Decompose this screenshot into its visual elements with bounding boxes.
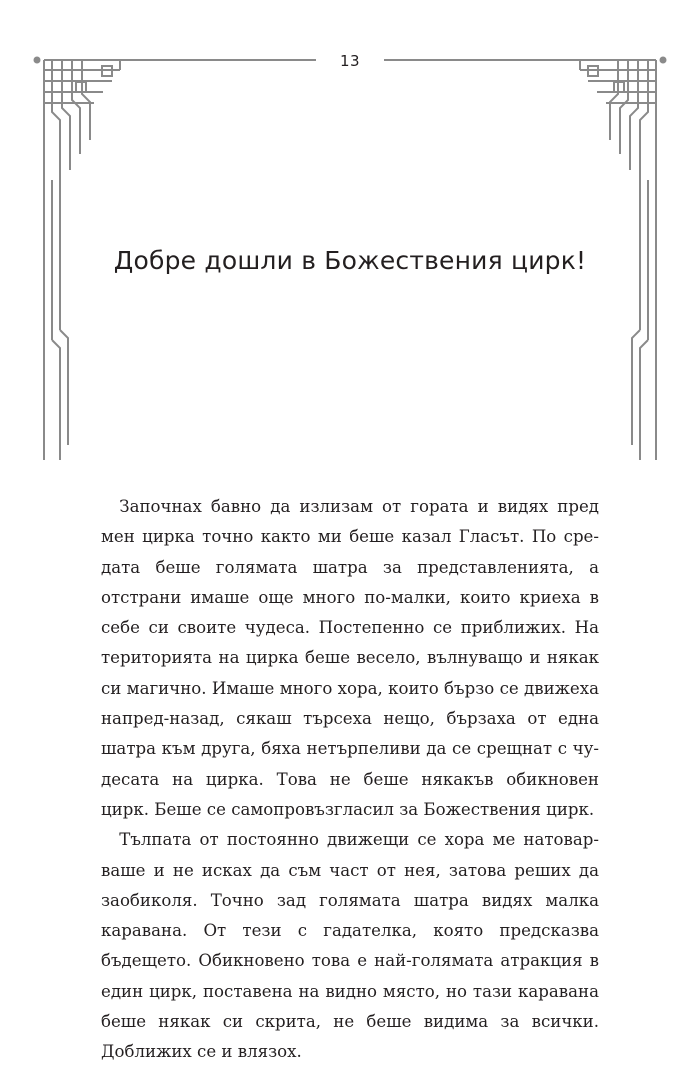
chapter-title: Добре дошли в Божествения цирк! [113, 246, 587, 275]
page-number: 13 [339, 52, 361, 70]
frame-corner-left [44, 60, 316, 180]
frame-corner-right [384, 60, 656, 180]
ornamental-frame [0, 0, 700, 480]
paragraph-1: Започнах бавно да излизам от гората и видях пред мен цирка точно както ми беше казал Гласът. По средата беше голямата шатра за представленията, а отстрани имаше още много по-малки, които криеха в себе си своите чудеса. Постепенно се приближих. На територията на цирка беше весело, вълнуващо и някак си магично. Имаше много хора, които бързо се движеха напред-назад, сякаш търсеха нещо, бързаха от една шатра към друга, бяха нетърпеливи да се срещнат с чудесата на цирка. Това не беше някакъв обикновен цирк. Беше се самопровъзгласил за Божествения цирк. [101, 497, 599, 819]
body-text [101, 492, 599, 1068]
paragraph-2: Тълпата от постоянно движещи се хора ме натоварваше и не исках да съм част от нея, затова реших да заобиколя. Точно зад голямата шатра видях малка каравана. От тези с гадателка, която предсказва бъдещето. Обикновено това е най-голямата атракция в един цирк, поставена на видно място, но тази каравана беше някак си скрита, не беше видима за всички. Доближих се и влязох. [101, 830, 599, 1062]
